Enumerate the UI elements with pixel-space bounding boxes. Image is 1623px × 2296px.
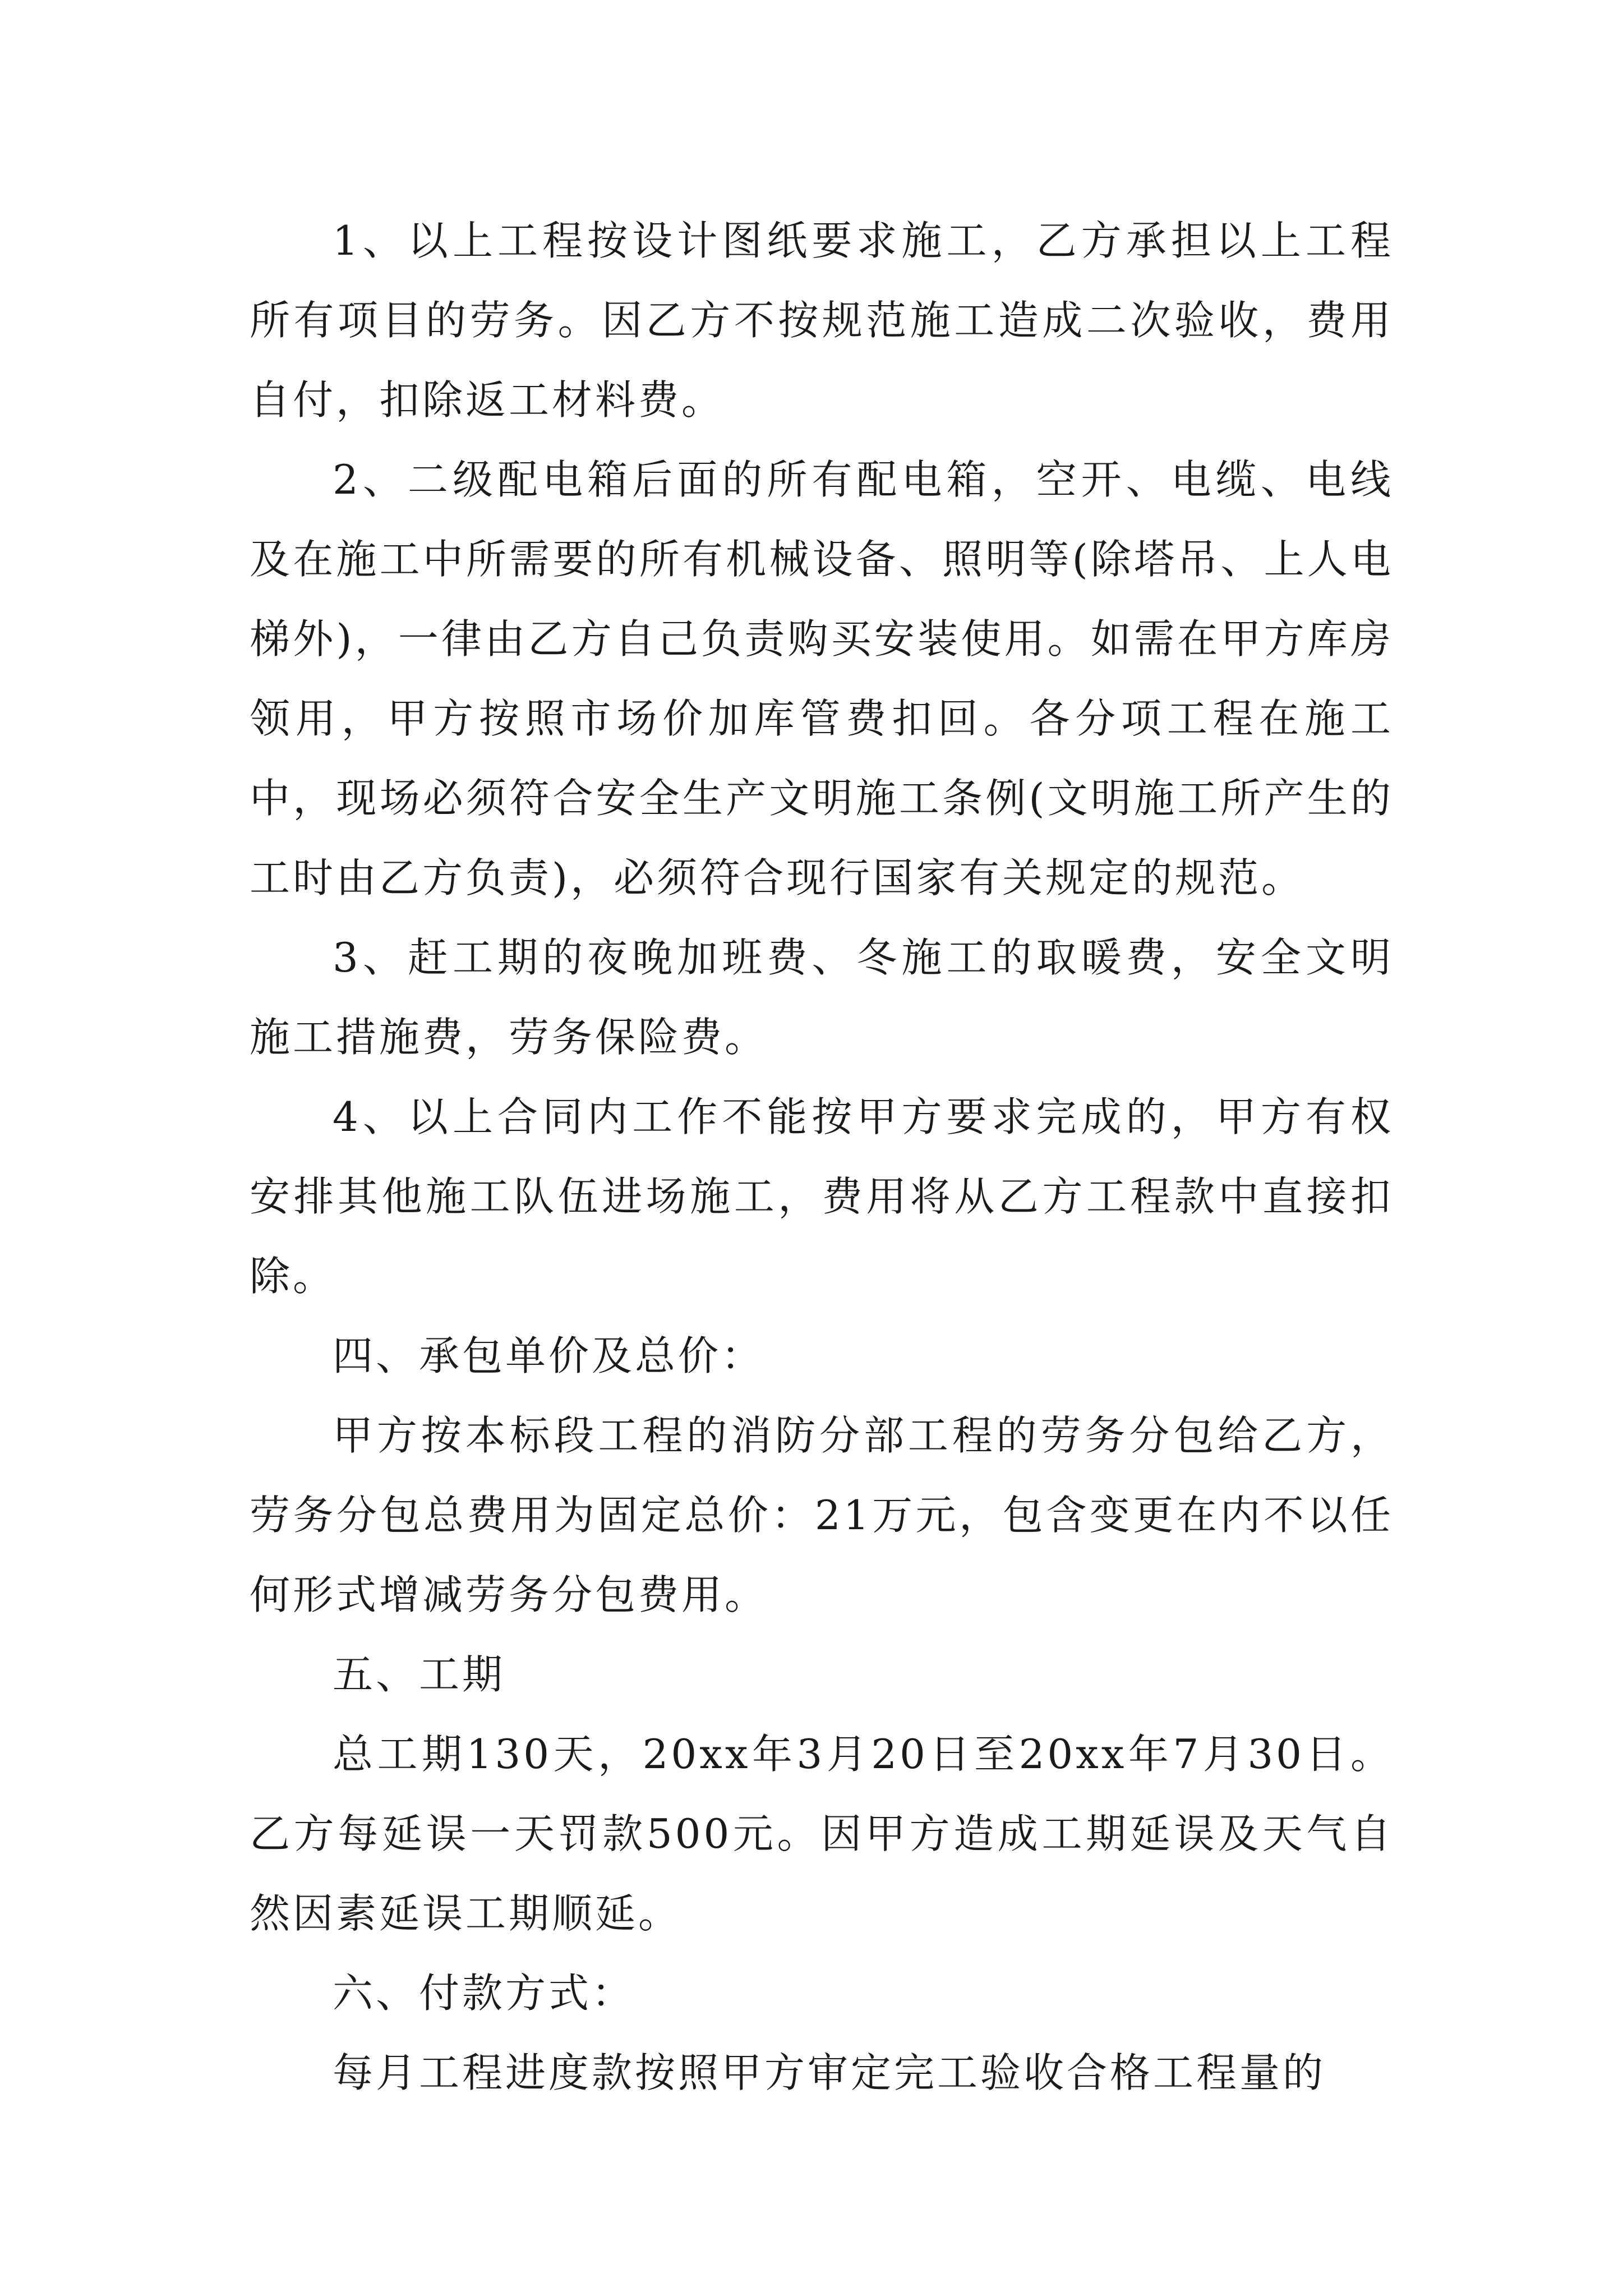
section-heading-price: 四、承包单价及总价： [333, 1332, 765, 1379]
clause-1-paragraph: 1、以上工程按设计图纸要求施工，乙方承担以上工程所有项目的劳务。因乙方不按规范施工造成二次验收，费用自付，扣除返工材料费。 [250, 217, 1394, 424]
clause-4-paragraph: 4、以上合同内工作不能按甲方要求完成的，甲方有权安排其他施工队伍进场施工，费用将从乙方工程款中直接扣除。 [250, 1093, 1394, 1300]
payment-paragraph: 每月工程进度款按照甲方审定完工验收合格工程量的 [333, 2049, 1326, 2096]
section-heading-schedule: 五、工期 [333, 1651, 506, 1698]
document-body [250, 201, 1394, 2113]
clause-2-paragraph: 2、二级配电箱后面的所有配电箱，空开、电缆、电线及在施工中所需要的所有机械设备、照明等(除塔吊、上人电梯外)，一律由乙方自己负责购买安装使用。如需在甲方库房领用，甲方按照市场价加库管费扣回。各分项工程在施工中，现场必须符合安全生产文明施工条例(文明施工所产生的工时由乙方负责)，必须符合现行国家有关规定的规范。 [250, 456, 1394, 901]
price-paragraph: 甲方按本标段工程的消防分部工程的劳务分包给乙方，劳务分包总费用为固定总价：21万元，包含变更在内不以任何形式增减劳务分包费用。 [250, 1412, 1394, 1618]
schedule-paragraph: 总工期130天，20xx年3月20日至20xx年7月30日。乙方每延误一天罚款500元。因甲方造成工期延误及天气自然因素延误工期顺延。 [250, 1731, 1394, 1937]
section-heading-payment: 六、付款方式： [333, 1970, 635, 2017]
clause-3-paragraph: 3、赶工期的夜晚加班费、冬施工的取暖费，安全文明施工措施费，劳务保险费。 [250, 934, 1394, 1061]
